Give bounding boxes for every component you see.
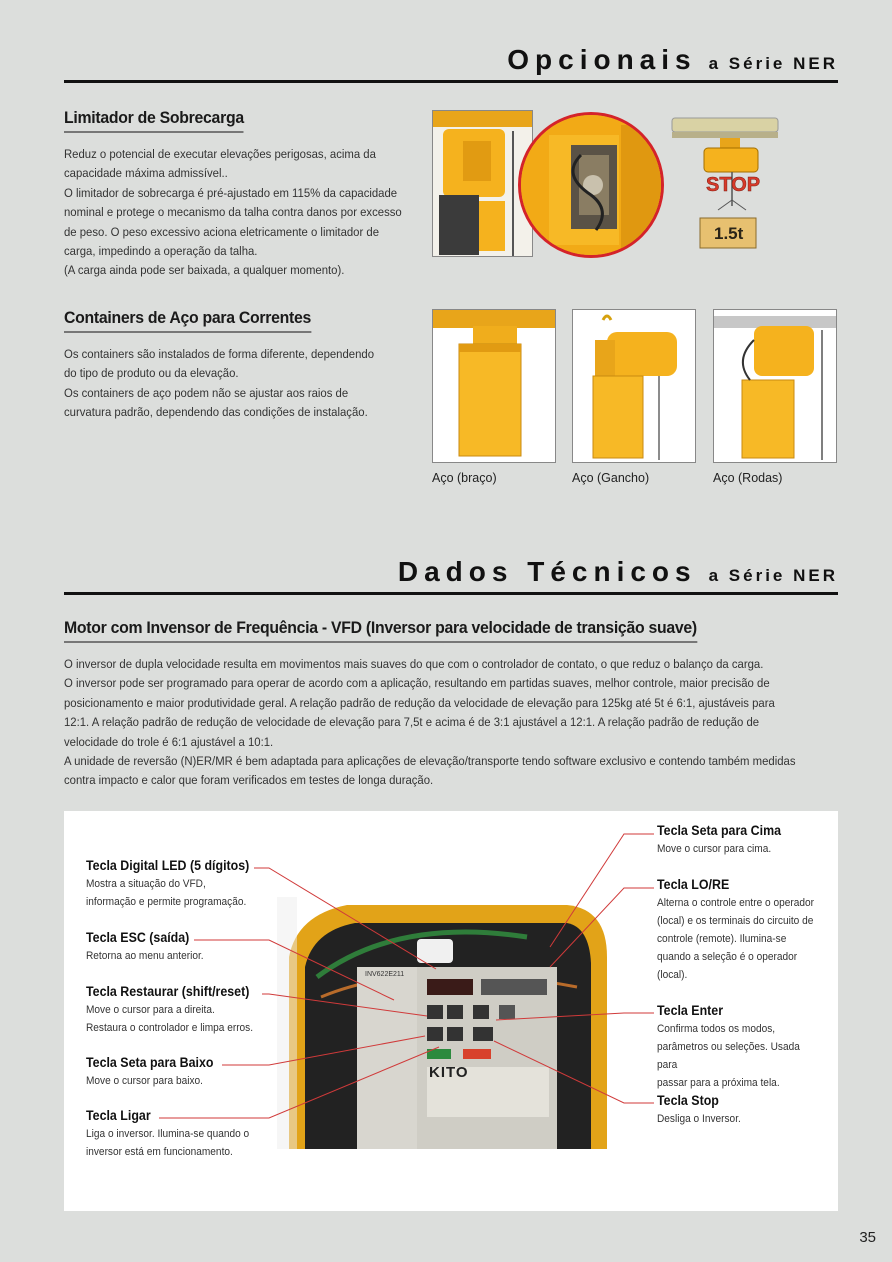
label-desc: Alterna o controle entre o operador bbox=[657, 897, 814, 909]
container-hook-photo bbox=[572, 309, 696, 463]
label-desc: informação e permite programação. bbox=[86, 896, 247, 908]
text-line: O inversor de dupla velocidade resulta em movimentos mais suaves do que com o controlador de contato, o que reduz o balanço da carga. bbox=[64, 657, 764, 671]
text-line: O limitador de sobrecarga é pré-ajustado em 115% da capacidade bbox=[64, 185, 398, 200]
label-title: Tecla Stop bbox=[657, 1093, 719, 1108]
label-enter-key bbox=[657, 1002, 837, 1092]
label-title: Tecla Seta para Baixo bbox=[86, 1055, 214, 1070]
stop-sign-text: STOP bbox=[706, 174, 761, 196]
containers-title: Containers de Aço para Correntes bbox=[64, 308, 311, 333]
label-desc: Confirma todos os modos, bbox=[657, 1023, 776, 1035]
label-esc-key bbox=[86, 929, 286, 965]
label-run-key bbox=[86, 1107, 286, 1161]
container-wheels-photo bbox=[713, 309, 837, 463]
text-line: O inversor pode ser programado para operar de acordo com a aplicação, resultando em partidas suaves, melhor controle, maior precisão de bbox=[64, 676, 770, 691]
label-desc: Restaura o controlador e limpa erros. bbox=[86, 1022, 254, 1034]
text-line: contra impacto e calor que foram verificados em testes de longa duração. bbox=[64, 773, 434, 788]
label-title: Tecla Ligar bbox=[86, 1108, 151, 1123]
text-line: A unidade de reversão (N)ER/MR é bem adaptada para aplicações de elevação/transporte tendo software exclusivo e contendo também medidas bbox=[64, 754, 796, 769]
text-line: 12:1. A relação padrão de redução de velocidade de elevação para 7,5t e acima é de 3:1 ajustável a 12:1. A relação padrão de redução de bbox=[64, 715, 760, 730]
motor-title: Motor com Invensor de Frequência - VFD (Inversor para velocidade de transição suave) bbox=[64, 618, 697, 643]
label-led-display bbox=[86, 857, 286, 911]
label-desc: passar para a próxima tela. bbox=[657, 1077, 780, 1089]
text-line: do tipo de produto ou da elevação. bbox=[64, 366, 239, 381]
label-title: Tecla LO/RE bbox=[657, 877, 730, 892]
load-weight-label: 1.5t bbox=[714, 224, 744, 243]
label-title: Tecla Seta para Cima bbox=[657, 823, 782, 838]
section-subtitle: a Série NER bbox=[708, 54, 838, 73]
label-desc: inversor está em funcionamento. bbox=[86, 1146, 233, 1158]
label-desc: parâmetros ou seleções. Usada para bbox=[657, 1041, 800, 1071]
vfd-diagram-panel bbox=[64, 811, 838, 1211]
caption-hook: Aço (Gancho) bbox=[572, 471, 650, 485]
motor-text bbox=[64, 655, 836, 791]
label-lore-key bbox=[657, 876, 837, 984]
label-title: Tecla ESC (saída) bbox=[86, 930, 190, 945]
label-desc: Liga o inversor. Ilumina-se quando o bbox=[86, 1128, 250, 1140]
label-down-key bbox=[86, 1054, 286, 1090]
label-desc: Move o cursor para cima. bbox=[657, 843, 772, 855]
vfd-model-text: INV622E211 bbox=[365, 971, 405, 978]
caption-arm: Aço (braço) bbox=[432, 471, 497, 485]
limitador-title: Limitador de Sobrecarga bbox=[64, 108, 244, 133]
label-desc: Retorna ao menu anterior. bbox=[86, 950, 204, 962]
label-desc: (local) e os terminais do circuito de bbox=[657, 915, 814, 927]
text-line: carga, impedindo a operação da talha. bbox=[64, 244, 258, 259]
kito-brand-logo: KITO bbox=[429, 1064, 469, 1081]
caption-wheels: Aço (Rodas) bbox=[713, 471, 783, 485]
section-title: Opcionais bbox=[507, 44, 697, 75]
label-reset-key bbox=[86, 983, 286, 1037]
label-desc: Desliga o Inversor. bbox=[657, 1113, 741, 1125]
label-up-key bbox=[657, 822, 837, 858]
text-line: curvatura padrão, dependendo das condições de instalação. bbox=[64, 405, 368, 420]
text-line: (A carga ainda pode ser baixada, a qualquer momento). bbox=[64, 263, 345, 278]
label-desc: Move o cursor para baixo. bbox=[86, 1075, 203, 1087]
label-desc: Move o cursor para a direita. bbox=[86, 1004, 215, 1016]
section-subtitle: a Série NER bbox=[708, 566, 838, 585]
label-desc: Mostra a situação do VFD, bbox=[86, 878, 206, 890]
label-stop-key bbox=[657, 1092, 837, 1128]
label-title: Tecla Digital LED (5 dígitos) bbox=[86, 858, 250, 873]
label-title: Tecla Enter bbox=[657, 1003, 724, 1018]
text-line: Os containers de aço podem não se ajustar aos raios de bbox=[64, 385, 349, 400]
label-desc: controle (remote). Ilumina-se bbox=[657, 933, 787, 945]
text-line: de peso. O peso excessivo aciona eletricamente o limitador de bbox=[64, 224, 380, 239]
text-line: nominal e protege o mecanismo da talha contra danos por excesso bbox=[64, 205, 402, 220]
text-line: velocidade do trole é 6:1 ajustável a 10:1. bbox=[64, 734, 274, 749]
page-number: 35 bbox=[859, 1229, 876, 1246]
text-line: Reduz o potencial de executar elevações perigosas, acima da bbox=[64, 147, 376, 161]
label-desc: quando a seleção é o operador bbox=[657, 951, 798, 963]
section-header-dados-tecnicos bbox=[64, 556, 838, 595]
section-header-opcionais bbox=[64, 44, 838, 83]
limitador-text bbox=[64, 145, 427, 281]
label-desc: (local). bbox=[657, 969, 688, 981]
text-line: Os containers são instalados de forma diferente, dependendo bbox=[64, 347, 375, 361]
text-line: posicionamento e maior produtividade geral. A relação padrão de redução da velocidade de elevação para 125kg até 5t é 6:1, ajustáveis para bbox=[64, 695, 775, 710]
text-line: capacidade máxima admissível.. bbox=[64, 166, 228, 181]
containers-text bbox=[64, 345, 427, 423]
overload-stop-illustration bbox=[670, 110, 780, 255]
limitador-closeup-photo bbox=[518, 112, 664, 258]
section-title: Dados Técnicos bbox=[397, 556, 697, 587]
label-title: Tecla Restaurar (shift/reset) bbox=[86, 984, 250, 999]
container-arm-photo bbox=[432, 309, 556, 463]
